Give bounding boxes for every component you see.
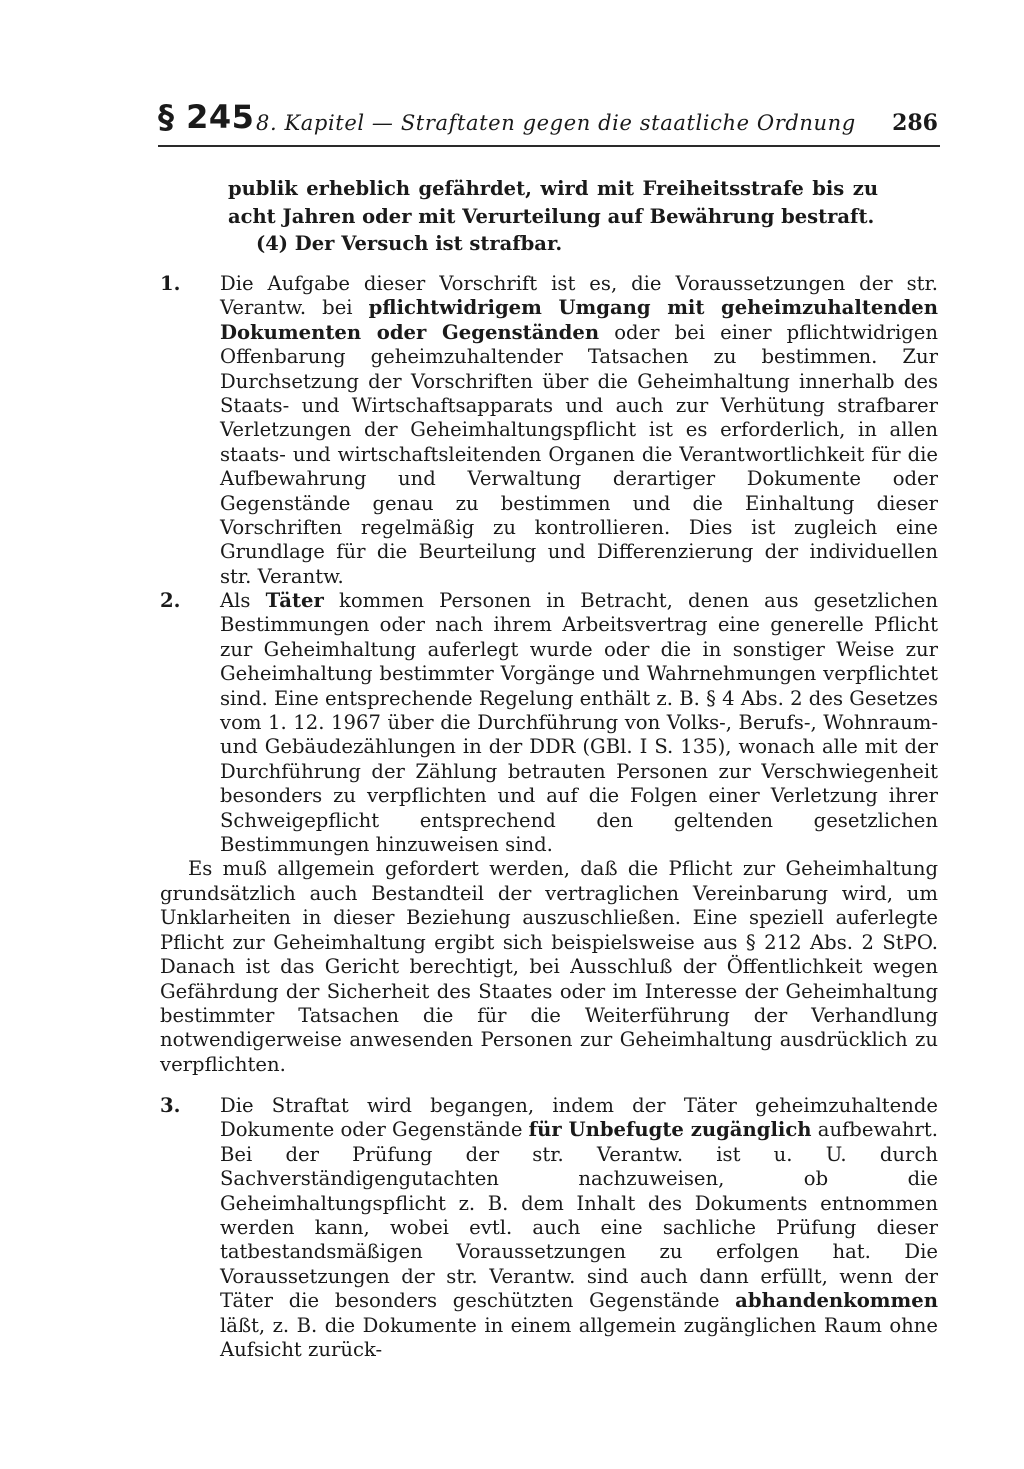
annotation-1-paragraph: 1. Die Aufgabe dieser Vorschrift ist es, die Voraussetzungen der str. Verantw. bei pflichtwidrigem Umgang mit geheimzuhaltenden Dokumenten oder Gegenständen oder bei einer pflichtwidrigen Offenbarung geheimzuhaltender Tatsachen zu bestimmen. Zur Durchsetzung der Vorschriften über die Geheimhaltung innerhalb des Staats- und Wirtschaftsapparats und auch zur Verhütung strafbarer Verletzungen der Geheimhaltungspflicht ist es erforderlich, in allen staats- und wirtschaftsleitenden Organen die Verantwortlichkeit für die Aufbewahrung und Verwaltung derartiger Dokumente oder Gegenstände genau zu bestimmen und die Einhaltung dieser Vorschriften regelmäßig zu kontrollieren. Dies ist zugleich eine Grundlage für die Beurteilung und Differenzierung der individuellen str. Verantw. bbox=[160, 272, 938, 588]
annotation-1-number: 1. bbox=[160, 272, 181, 295]
annotation-3-paragraph: 3. Die Straftat wird begangen, indem der Täter geheimzuhaltende Dokumente oder Gegenstände für Unbefugte zugänglich aufbewahrt. Bei der Prüfung der str. Verantw. ist u. U. durch Sachverständigengutachten nachzuweisen, ob die Geheimhaltungspflicht z. B. dem Inhalt des Dokuments entnommen werden kann, wobei evtl. auch eine sachliche Prüfung dieser tatbestandsmäßigen Voraussetzungen zu erfolgen hat. Die Voraussetzungen der str. Verantw. sind auch dann erfüllt, wenn der Täter die besonders geschützten Gegenstände abhandenkommen läßt, z. B. die Dokumente in einem allgemein zugänglichen Raum ohne Aufsicht zurück- bbox=[160, 1094, 938, 1362]
annotation-1 bbox=[160, 272, 938, 589]
statute-text bbox=[228, 175, 878, 258]
annotation-2-emphasis: Täter bbox=[265, 589, 324, 612]
annotation-2-paragraph: 2. Als Täter kommen Personen in Betracht, denen aus gesetzlichen Bestimmungen oder nach ihrem Arbeitsvertrag eine generelle Pflicht zur Geheimhaltung auferlegt wurde oder die in sonstiger Weise zur Geheimhaltung bestimmter Vorgänge und Wahrnehmungen verpflichtet sind. Eine entsprechende Regelung enthält z. B. § 4 Abs. 2 des Gesetzes vom 1. 12. 1967 über die Durchführung von Volks-, Berufs-, Wohnraum- und Gebäudezählungen in der DDR (GBl. I S. 135), wonach alle mit der Durchführung der Zählung betrauten Personen zur Verschwiegenheit besonders zu verpflichten und auf die Folgen einer Verletzung ihrer Schweigepflicht entsprechend den geltenden gesetzlichen Bestimmungen hinzuweisen sind. bbox=[160, 589, 938, 857]
annotation-3 bbox=[160, 1094, 938, 1362]
annotation-2-number: 2. bbox=[160, 589, 181, 612]
annotation-2 bbox=[160, 589, 938, 1077]
header-rule bbox=[158, 145, 940, 147]
annotation-3-emphasis-1: für Unbefugte zugänglich bbox=[528, 1118, 812, 1142]
section-number: § 245 bbox=[158, 98, 255, 136]
annotation-3-emphasis-2: abhandenkommen bbox=[735, 1289, 938, 1313]
page-number: 286 bbox=[892, 110, 938, 136]
annotation-1-emphasis: pflichtwidrigem Umgang mit geheimzuhaltenden Dokumenten oder Gegenständen bbox=[220, 296, 938, 344]
statute-paragraph-4: (4) Der Versuch ist strafbar. bbox=[256, 232, 563, 255]
annotation-2-paragraph-2: Es muß allgemein gefordert werden, daß die Pflicht zur Geheimhaltung grundsätzlich auch Bestandteil der vertraglichen Vereinbarung wird, um Unklarheiten in dieser Beziehung auszuschließen. Eine speziell auferlegte Pflicht zur Geheimhaltung ergibt sich beispielsweise aus § 212 Abs. 2 StPO. Danach ist das Gericht berechtigt, bei Ausschluß der Öffentlichkeit wegen Gefährdung der Sicherheit des Staates oder im Interesse der Geheimhaltung bestimmter Tatsachen die für die Weiterführung der Verhandlung notwendigerweise anwesenden Personen zur Geheimhaltung ausdrücklich zu verpflichten. bbox=[160, 857, 938, 1076]
statute-paragraph-3-end: publik erheblich gefährdet, wird mit Freiheitsstrafe bis zu acht Jahren oder mit Verurteilung auf Bewährung bestraft. bbox=[228, 177, 878, 228]
annotation-3-number: 3. bbox=[160, 1094, 181, 1117]
page-header bbox=[158, 98, 940, 142]
chapter-title: 8. Kapitel — Straftaten gegen die staatliche Ordnung bbox=[256, 111, 856, 135]
